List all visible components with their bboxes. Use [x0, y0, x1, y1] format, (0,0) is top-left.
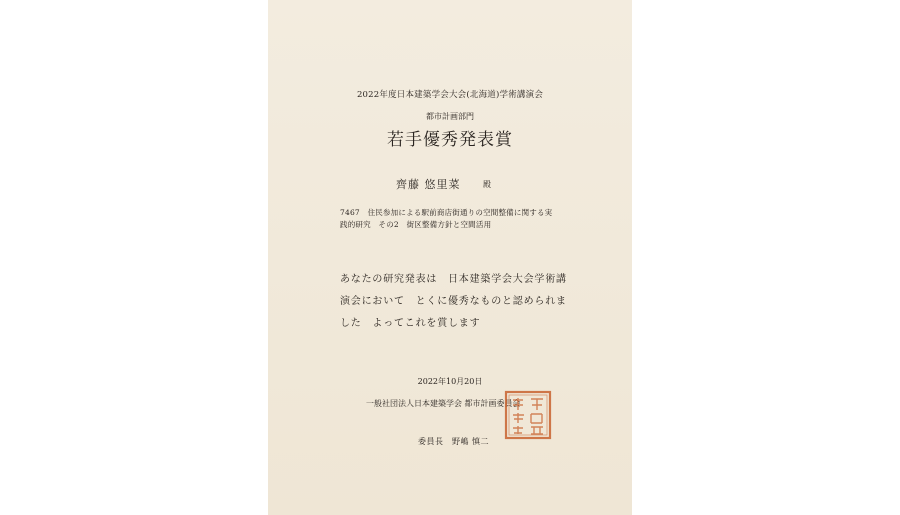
paper-title-line-2: 践的研究 その2 街区整備方針と空間活用 [340, 220, 492, 229]
event-title: 2022年度日本建築学会大会(北海道)学術講演会 [356, 90, 544, 100]
official-seal [504, 390, 552, 440]
recipient-name: 齊藤 悠里菜 [396, 178, 461, 191]
issuing-organization: 一般社団法人日本建築学会 都市計画委員会 [366, 399, 521, 408]
certificate-paper [268, 0, 632, 515]
honorific: 殿 [483, 180, 491, 189]
body-text-line-1: あなたの研究発表は 日本建築学会大会学術講 [340, 274, 567, 285]
paper-title-line-1: 7467 住民参加による駅前商店街通りの空間整備に関する実 [340, 208, 553, 217]
body-text-line-2: 演会において とくに優秀なものと認められま [340, 296, 567, 307]
division-label: 都市計画部門 [426, 112, 474, 121]
award-title: 若手優秀発表賞 [387, 130, 513, 150]
issue-date: 2022年10月20日 [417, 377, 483, 386]
committee-chair: 委員長 野嶋 慎二 [418, 437, 490, 446]
body-text-line-3: した よってこれを賞します [340, 318, 481, 329]
